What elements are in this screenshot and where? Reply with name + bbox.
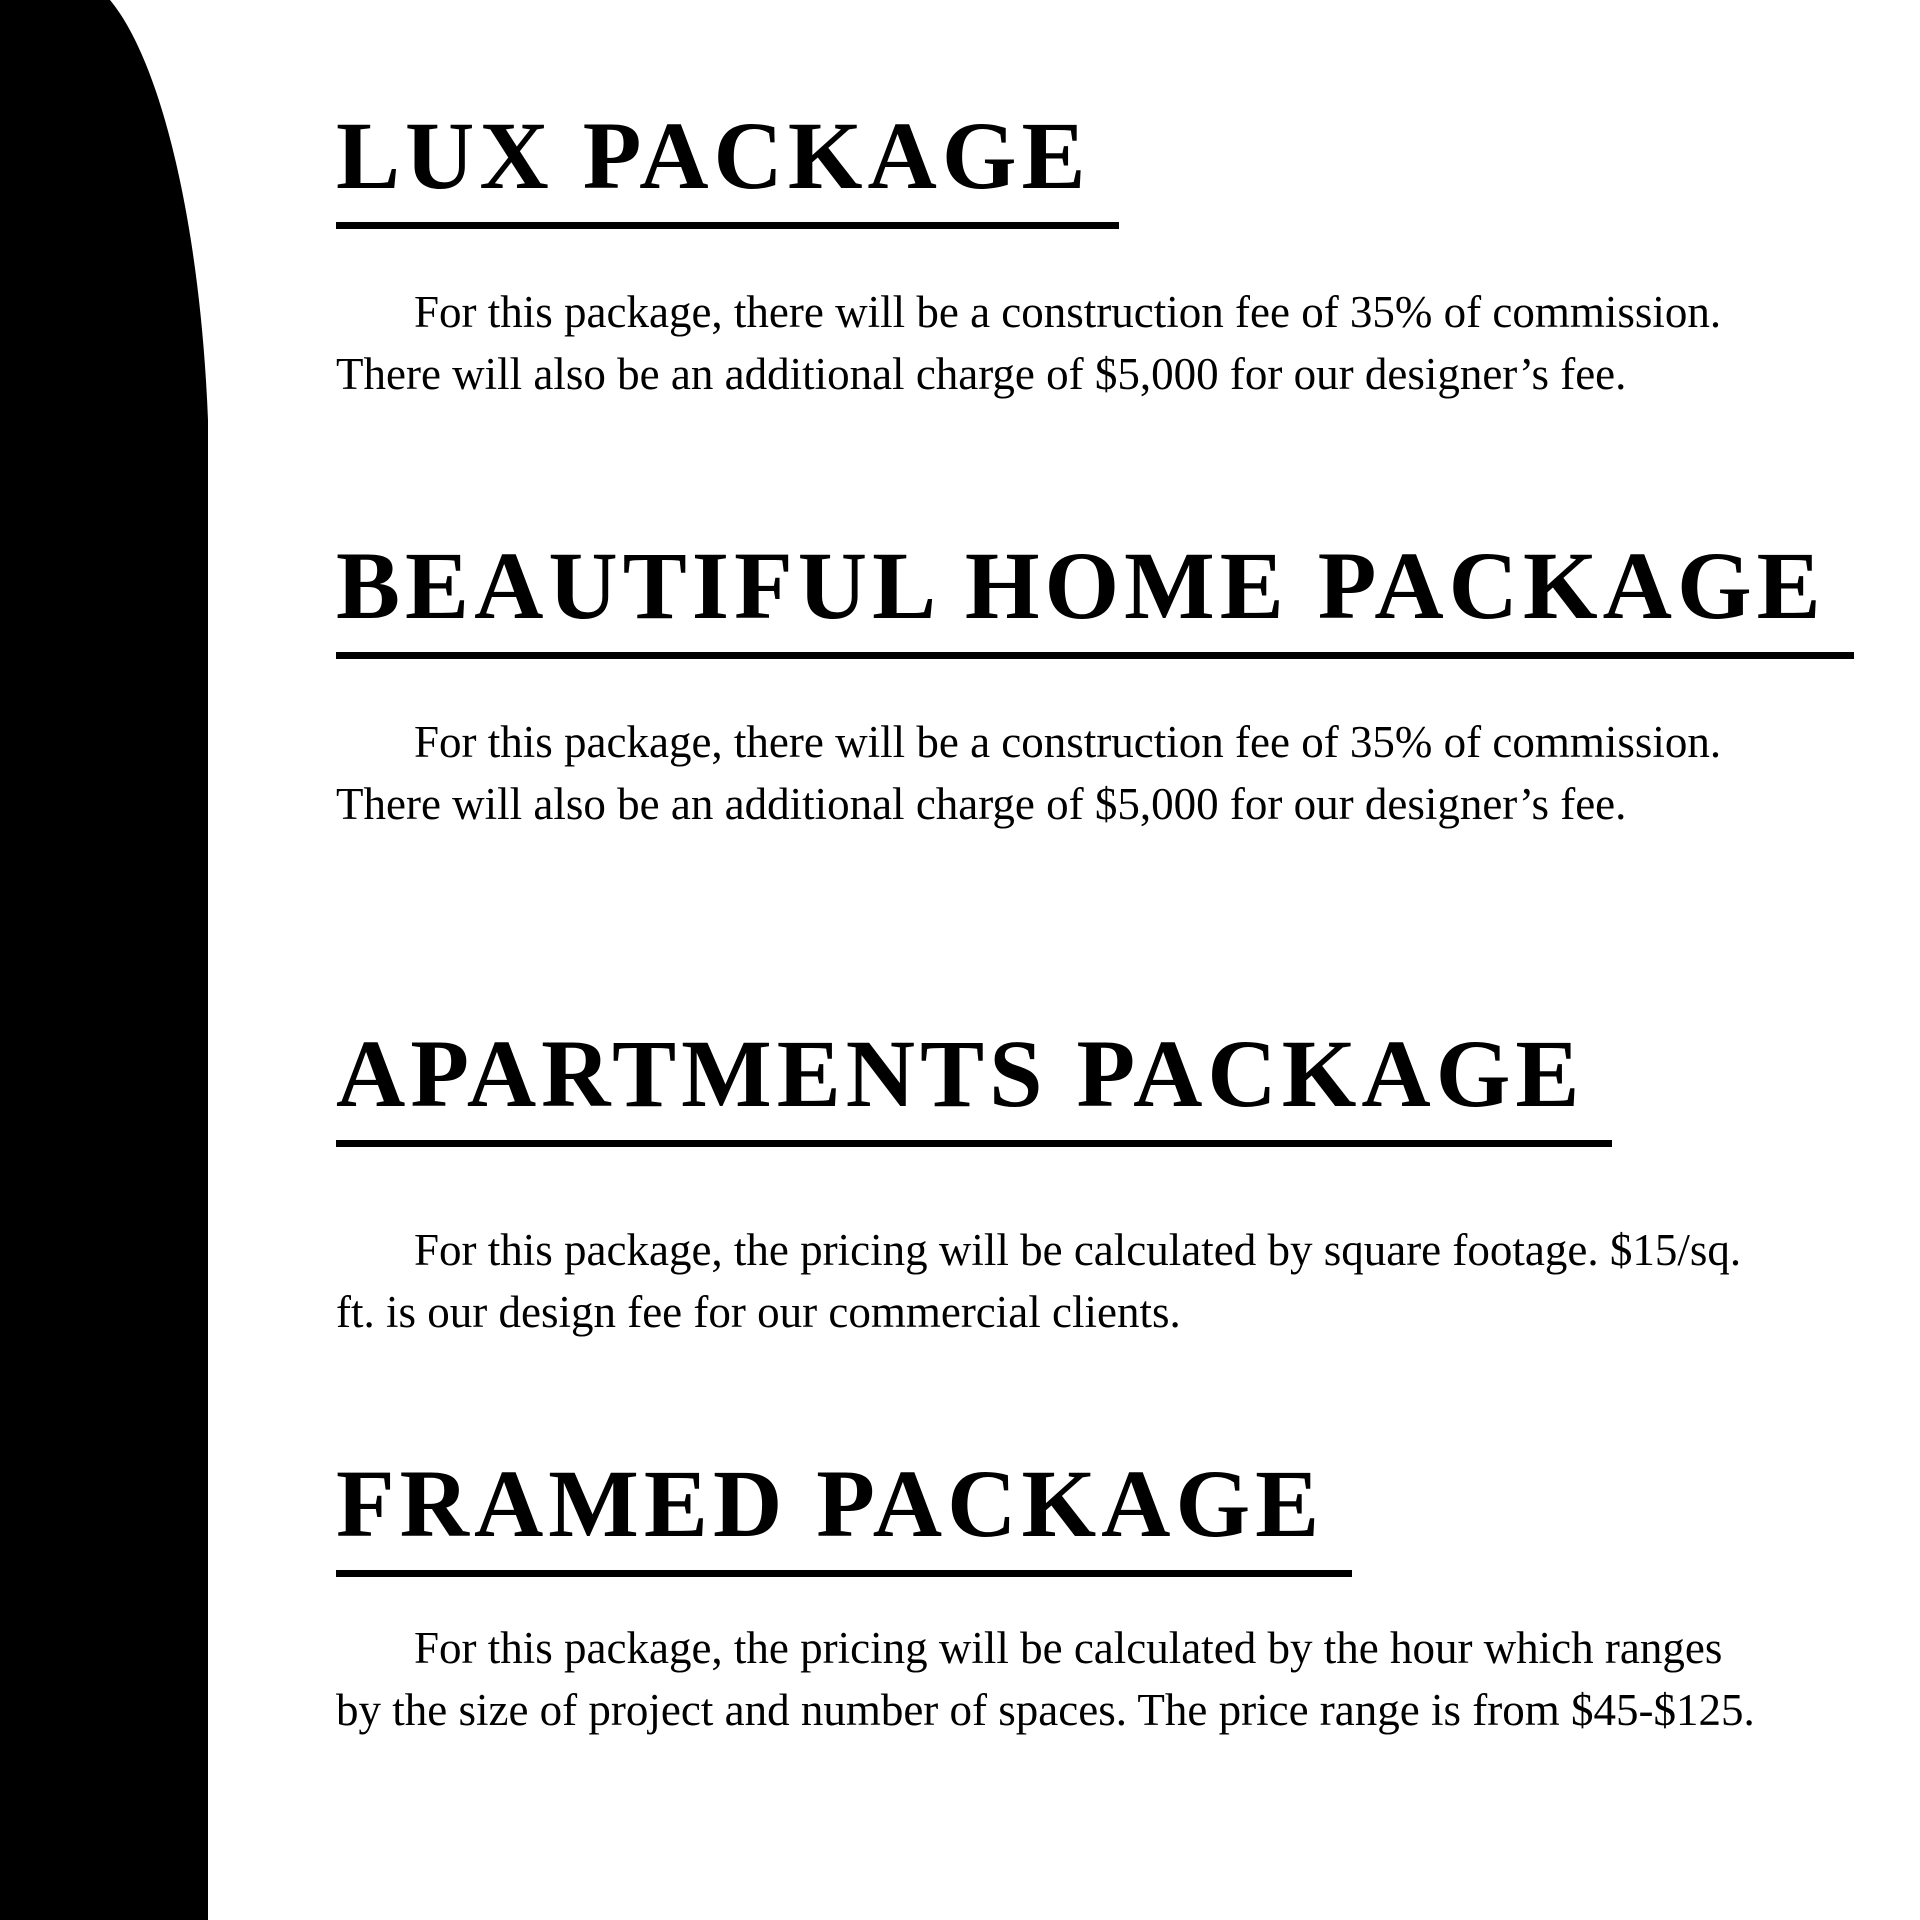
apartments-package-section (336, 1020, 1796, 1343)
apartments-package-description: For this package, the pricing will be calculated by square footage. $15/sq. ft. is our design fee for our commercial clients. (336, 1225, 1742, 1337)
beautiful-home-package-section (336, 532, 1826, 835)
lux-package-section (336, 102, 1796, 405)
framed-package-section (336, 1450, 1796, 1741)
apartments-package-heading: APARTMENTS PACKAGE (336, 1026, 1612, 1147)
lux-package-heading: LUX PACKAGE (336, 108, 1119, 229)
beautiful-home-package-description: For this package, there will be a construction fee of 35% of commission. There will also be an additional charge of $5,000 for our designer’s fee. (336, 717, 1722, 829)
framed-package-heading: FRAMED PACKAGE (336, 1456, 1352, 1577)
beautiful-home-package-heading: BEAUTIFUL HOME PACKAGE (336, 538, 1854, 659)
lux-package-description: For this package, there will be a construction fee of 35% of commission. There will also be an additional charge of $5,000 for our designer’s fee. (336, 287, 1722, 399)
decorative-side-panel (0, 0, 220, 1920)
framed-package-description: For this package, the pricing will be calculated by the hour which ranges by the size of project and number of spaces. The price range is from $45-$125. (336, 1623, 1755, 1735)
